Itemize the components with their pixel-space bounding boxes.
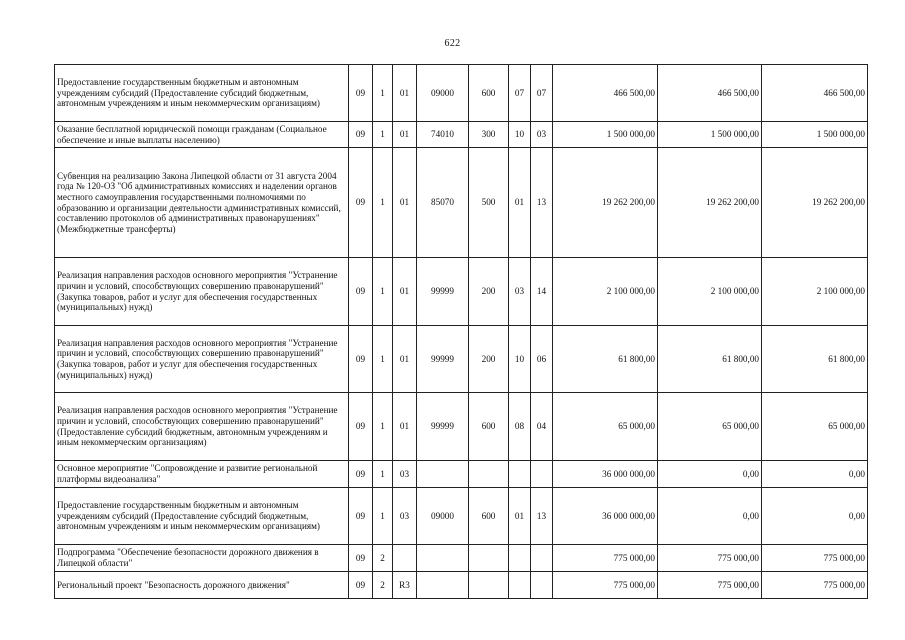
row-description: Предоставление государственным бюджетным и автономным учреждениям субсидий (Предоставление субсидий бюджетным, автономным учреждениям и иным некоммерческим организациям)	[55, 65, 349, 122]
amount-year-2: 65 000,00	[658, 393, 762, 461]
direction-code: 99999	[417, 326, 469, 393]
measure-code: 01	[393, 393, 417, 461]
program-code: 09	[349, 393, 373, 461]
section-code: 10	[509, 326, 531, 393]
measure-code: 01	[393, 148, 417, 258]
expense-type-code	[469, 545, 509, 572]
amount-year-2: 466 500,00	[658, 65, 762, 122]
amount-year-1: 775 000,00	[553, 545, 658, 572]
amount-year-3: 775 000,00	[762, 545, 868, 572]
expense-type-code: 600	[469, 488, 509, 545]
row-description: Предоставление государственным бюджетным и автономным учреждениям субсидий (Предоставление субсидий бюджетным, автономным учреждениям и иным некоммерческим организациям)	[55, 488, 349, 545]
amount-year-3: 0,00	[762, 488, 868, 545]
section-code: 07	[509, 65, 531, 122]
budget-table	[54, 64, 868, 599]
subprogram-code: 2	[373, 572, 393, 599]
direction-code: 99999	[417, 258, 469, 326]
measure-code: 01	[393, 326, 417, 393]
section-code	[509, 461, 531, 488]
amount-year-1: 19 262 200,00	[553, 148, 658, 258]
amount-year-1: 65 000,00	[553, 393, 658, 461]
row-description: Реализация направления расходов основного мероприятия "Устранение причин и условий, способствующих совершению правонарушений" (Закупка товаров, работ и услуг для обеспечения государственных (муниципальных) нужд)	[55, 258, 349, 326]
subprogram-code: 1	[373, 326, 393, 393]
table-row	[55, 545, 868, 572]
amount-year-2: 1 500 000,00	[658, 122, 762, 148]
amount-year-2: 775 000,00	[658, 572, 762, 599]
subprogram-code: 2	[373, 545, 393, 572]
subprogram-code: 1	[373, 258, 393, 326]
amount-year-3: 61 800,00	[762, 326, 868, 393]
measure-code: 01	[393, 65, 417, 122]
subprogram-code: 1	[373, 393, 393, 461]
direction-code: 74010	[417, 122, 469, 148]
program-code: 09	[349, 122, 373, 148]
subprogram-code: 1	[373, 488, 393, 545]
measure-code: R3	[393, 572, 417, 599]
amount-year-3: 1 500 000,00	[762, 122, 868, 148]
table-row	[55, 393, 868, 461]
subsection-code: 07	[531, 65, 553, 122]
subsection-code: 03	[531, 122, 553, 148]
table-row	[55, 65, 868, 122]
direction-code: 99999	[417, 393, 469, 461]
row-description: Субвенция на реализацию Закона Липецкой области от 31 августа 2004 года № 120-ОЗ "Об административных комиссиях и наделении органов местного самоуправления государственными полномочиями по образованию и организации деятельности административных комиссий, составлению протоколов об административных правонарушениях" (Межбюджетные трансферты)	[55, 148, 349, 258]
subprogram-code: 1	[373, 122, 393, 148]
amount-year-1: 61 800,00	[553, 326, 658, 393]
row-description: Оказание бесплатной юридической помощи гражданам (Социальное обеспечение и иные выплаты населению)	[55, 122, 349, 148]
row-description: Реализация направления расходов основного мероприятия "Устранение причин и условий, способствующих совершению правонарушений" (Предоставление субсидий бюджетным, автономным учреждениям и иным некоммерческим организациям)	[55, 393, 349, 461]
subprogram-code: 1	[373, 65, 393, 122]
measure-code: 01	[393, 122, 417, 148]
direction-code	[417, 461, 469, 488]
table-row	[55, 572, 868, 599]
program-code: 09	[349, 326, 373, 393]
subsection-code	[531, 461, 553, 488]
direction-code	[417, 545, 469, 572]
expense-type-code: 500	[469, 148, 509, 258]
amount-year-2: 0,00	[658, 488, 762, 545]
amount-year-3: 466 500,00	[762, 65, 868, 122]
program-code: 09	[349, 572, 373, 599]
section-code: 01	[509, 148, 531, 258]
direction-code: 09000	[417, 488, 469, 545]
amount-year-3: 775 000,00	[762, 572, 868, 599]
subsection-code: 13	[531, 488, 553, 545]
measure-code: 01	[393, 258, 417, 326]
amount-year-3: 65 000,00	[762, 393, 868, 461]
section-code	[509, 545, 531, 572]
subsection-code	[531, 545, 553, 572]
amount-year-1: 1 500 000,00	[553, 122, 658, 148]
program-code: 09	[349, 545, 373, 572]
expense-type-code	[469, 461, 509, 488]
subsection-code: 06	[531, 326, 553, 393]
row-description: Реализация направления расходов основного мероприятия "Устранение причин и условий, способствующих совершению правонарушений" (Закупка товаров, работ и услуг для обеспечения государственных (муниципальных) нужд)	[55, 326, 349, 393]
program-code: 09	[349, 258, 373, 326]
subsection-code: 04	[531, 393, 553, 461]
expense-type-code: 200	[469, 326, 509, 393]
amount-year-3: 2 100 000,00	[762, 258, 868, 326]
row-description: Подпрограмма "Обеспечение безопасности дорожного движения в Липецкой области"	[55, 545, 349, 572]
table-row	[55, 258, 868, 326]
subprogram-code: 1	[373, 148, 393, 258]
amount-year-2: 0,00	[658, 461, 762, 488]
amount-year-2: 775 000,00	[658, 545, 762, 572]
measure-code: 03	[393, 488, 417, 545]
measure-code	[393, 545, 417, 572]
amount-year-1: 36 000 000,00	[553, 461, 658, 488]
expense-type-code: 600	[469, 65, 509, 122]
program-code: 09	[349, 148, 373, 258]
direction-code: 85070	[417, 148, 469, 258]
amount-year-1: 775 000,00	[553, 572, 658, 599]
section-code: 10	[509, 122, 531, 148]
section-code: 01	[509, 488, 531, 545]
subsection-code: 14	[531, 258, 553, 326]
expense-type-code: 600	[469, 393, 509, 461]
section-code	[509, 572, 531, 599]
direction-code	[417, 572, 469, 599]
program-code: 09	[349, 65, 373, 122]
direction-code: 09000	[417, 65, 469, 122]
amount-year-1: 2 100 000,00	[553, 258, 658, 326]
measure-code: 03	[393, 461, 417, 488]
table-row	[55, 488, 868, 545]
amount-year-1: 36 000 000,00	[553, 488, 658, 545]
subprogram-code: 1	[373, 461, 393, 488]
expense-type-code	[469, 572, 509, 599]
table-row	[55, 461, 868, 488]
amount-year-1: 466 500,00	[553, 65, 658, 122]
program-code: 09	[349, 488, 373, 545]
amount-year-2: 61 800,00	[658, 326, 762, 393]
amount-year-2: 2 100 000,00	[658, 258, 762, 326]
amount-year-2: 19 262 200,00	[658, 148, 762, 258]
page-number: 622	[444, 38, 461, 49]
amount-year-3: 19 262 200,00	[762, 148, 868, 258]
table-row	[55, 326, 868, 393]
table-row	[55, 148, 868, 258]
row-description: Основное мероприятие "Сопровождение и развитие региональной платформы видеоанализа"	[55, 461, 349, 488]
expense-type-code: 200	[469, 258, 509, 326]
amount-year-3: 0,00	[762, 461, 868, 488]
table-row	[55, 122, 868, 148]
expense-type-code: 300	[469, 122, 509, 148]
program-code: 09	[349, 461, 373, 488]
subsection-code: 13	[531, 148, 553, 258]
section-code: 08	[509, 393, 531, 461]
row-description: Региональный проект "Безопасность дорожного движения"	[55, 572, 349, 599]
subsection-code	[531, 572, 553, 599]
section-code: 03	[509, 258, 531, 326]
